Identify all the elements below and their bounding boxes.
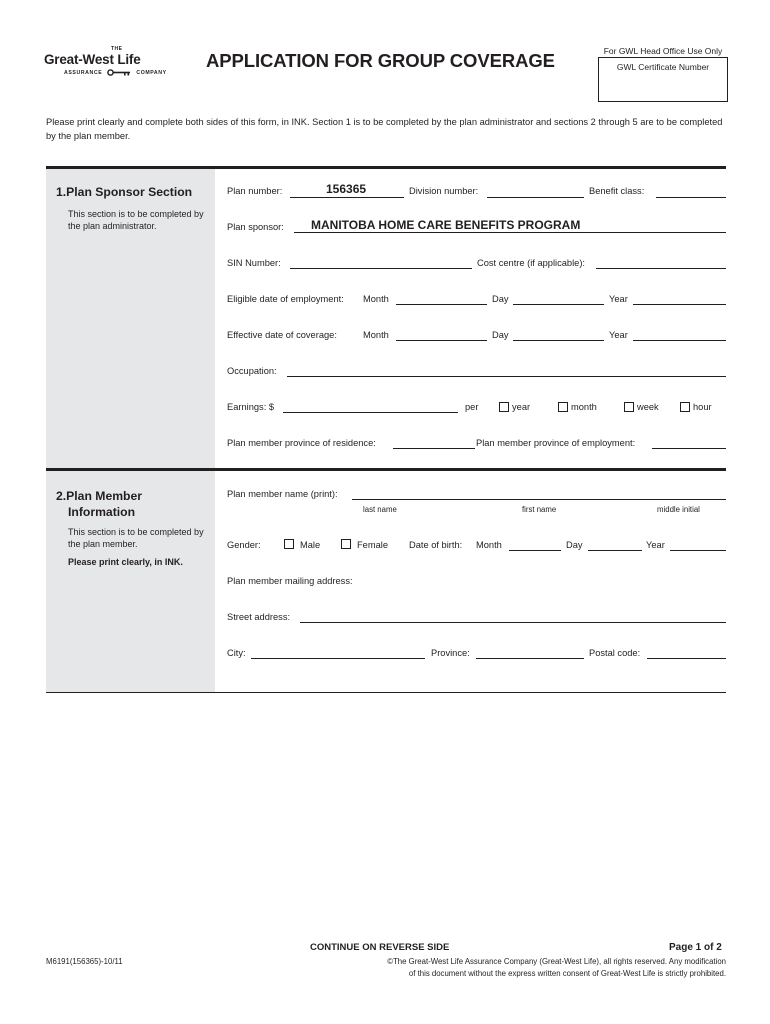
- logo-sub-right: COMPANY: [136, 69, 167, 76]
- female-checkbox[interactable]: [341, 539, 351, 549]
- certificate-number-box[interactable]: [598, 57, 728, 102]
- plan-number-value: 156365: [326, 182, 367, 196]
- middle-initial-caption: middle initial: [657, 505, 700, 514]
- sin-label: SIN Number:: [227, 258, 281, 268]
- intro-instructions: Please print clearly and complete both sides of this form, in INK. Section 1 is to be completed by the plan administrator and sections 2 through 5 are to be completed by the plan member.: [46, 117, 723, 141]
- effective-date-label: Effective date of coverage:: [227, 330, 337, 340]
- plan-member-section: [46, 468, 726, 693]
- province-label: Province:: [431, 648, 470, 658]
- earnings-label: Earnings: $: [227, 402, 275, 412]
- certificate-number-label: GWL Certificate Number: [616, 62, 710, 72]
- year-option-label: year: [512, 402, 531, 412]
- eligible-day-label: Day: [492, 294, 509, 304]
- province-field[interactable]: [476, 658, 584, 659]
- section1-sidebar: [46, 169, 215, 468]
- company-logo: [44, 46, 194, 80]
- member-name-field[interactable]: [352, 499, 726, 500]
- section2-title-line1: 2.Plan Member: [56, 489, 143, 503]
- benefit-class-label: Benefit class:: [589, 186, 645, 196]
- city-field[interactable]: [251, 658, 425, 659]
- male-label: Male: [300, 540, 321, 550]
- continue-notice: CONTINUE ON REVERSE SIDE: [310, 942, 450, 953]
- eligible-date-label: Eligible date of employment:: [227, 294, 344, 304]
- province-residence-label: Plan member province of residence:: [227, 438, 376, 448]
- gender-label: Gender:: [227, 540, 261, 550]
- per-label: per: [465, 402, 479, 412]
- month-option-label: month: [571, 402, 597, 412]
- postal-code-field[interactable]: [647, 658, 726, 659]
- cost-centre-label: Cost centre (if applicable):: [477, 258, 585, 268]
- logo-the: THE: [111, 46, 123, 52]
- hour-checkbox[interactable]: [680, 402, 690, 412]
- division-number-field[interactable]: [487, 197, 584, 198]
- effective-year-field[interactable]: [633, 340, 726, 341]
- week-checkbox[interactable]: [624, 402, 634, 412]
- section2-ink-note: Please print clearly, in INK.: [68, 557, 183, 567]
- dob-year-label: Year: [646, 540, 665, 550]
- section1-note: This section is to be completed by the plan administrator.: [68, 209, 204, 231]
- dob-month-label: Month: [476, 540, 502, 550]
- eligible-year-field[interactable]: [633, 304, 726, 305]
- eligible-month-field[interactable]: [396, 304, 487, 305]
- logo-name: Great-West Life: [44, 52, 141, 67]
- dob-day-field[interactable]: [588, 550, 642, 551]
- section2-title-line2: Information: [68, 505, 136, 519]
- logo-sub-left: ASSURANCE: [64, 69, 103, 76]
- form-title: APPLICATION FOR GROUP COVERAGE: [206, 50, 555, 71]
- benefit-class-field[interactable]: [656, 197, 726, 198]
- effective-day-label: Day: [492, 330, 509, 340]
- eligible-month-label: Month: [363, 294, 389, 304]
- earnings-field[interactable]: [283, 412, 458, 413]
- section1-title: 1.Plan Sponsor Section: [56, 185, 193, 199]
- male-checkbox[interactable]: [284, 539, 294, 549]
- street-address-label: Street address:: [227, 612, 291, 622]
- first-name-caption: first name: [522, 505, 557, 514]
- mailing-address-label: Plan member mailing address:: [227, 576, 353, 586]
- section2-sidebar: [46, 471, 215, 692]
- office-use-label: For GWL Head Office Use Only: [603, 46, 723, 56]
- effective-month-label: Month: [363, 330, 389, 340]
- plan-number-field[interactable]: [290, 197, 404, 198]
- week-option-label: week: [637, 402, 659, 412]
- eligible-year-label: Year: [609, 294, 628, 304]
- street-address-field[interactable]: [300, 622, 726, 623]
- month-checkbox[interactable]: [558, 402, 568, 412]
- province-residence-field[interactable]: [393, 448, 475, 449]
- section2-note: This section is to be completed by the plan member.: [68, 527, 204, 549]
- form-number: M6191(156365)-10/11: [46, 957, 123, 966]
- eligible-day-field[interactable]: [513, 304, 604, 305]
- province-employment-field[interactable]: [652, 448, 726, 449]
- copyright-line-2: of this document without the express written consent of Great-West Life is strictly prohibited.: [408, 969, 726, 978]
- occupation-field[interactable]: [287, 376, 726, 377]
- plan-sponsor-section: [46, 166, 726, 469]
- hour-option-label: hour: [693, 402, 712, 412]
- dob-month-field[interactable]: [509, 550, 561, 551]
- dob-label: Date of birth:: [409, 540, 463, 550]
- female-label: Female: [357, 540, 389, 550]
- dob-day-label: Day: [566, 540, 583, 550]
- logo-subtitle: [64, 69, 167, 76]
- cost-centre-field[interactable]: [596, 268, 726, 269]
- occupation-label: Occupation:: [227, 366, 277, 376]
- effective-year-label: Year: [609, 330, 628, 340]
- postal-code-label: Postal code:: [589, 648, 641, 658]
- member-name-label: Plan member name (print):: [227, 489, 338, 499]
- plan-sponsor-value: MANITOBA HOME CARE BENEFITS PROGRAM: [311, 218, 581, 232]
- division-number-label: Division number:: [409, 186, 479, 196]
- province-employment-label: Plan member province of employment:: [476, 438, 636, 448]
- dob-year-field[interactable]: [670, 550, 726, 551]
- page-number: Page 1 of 2: [669, 942, 722, 953]
- copyright-notice: [300, 956, 726, 980]
- key-icon: [107, 69, 131, 76]
- copyright-line-1: ©The Great-West Life Assurance Company (Great-West Life), all rights reserved. Any modification: [387, 957, 726, 966]
- plan-sponsor-label: Plan sponsor:: [227, 222, 284, 232]
- last-name-caption: last name: [363, 505, 397, 514]
- plan-number-label: Plan number:: [227, 186, 283, 196]
- year-checkbox[interactable]: [499, 402, 509, 412]
- city-label: City:: [227, 648, 246, 658]
- effective-day-field[interactable]: [513, 340, 604, 341]
- effective-month-field[interactable]: [396, 340, 487, 341]
- sin-field[interactable]: [290, 268, 472, 269]
- plan-sponsor-field[interactable]: [294, 232, 726, 233]
